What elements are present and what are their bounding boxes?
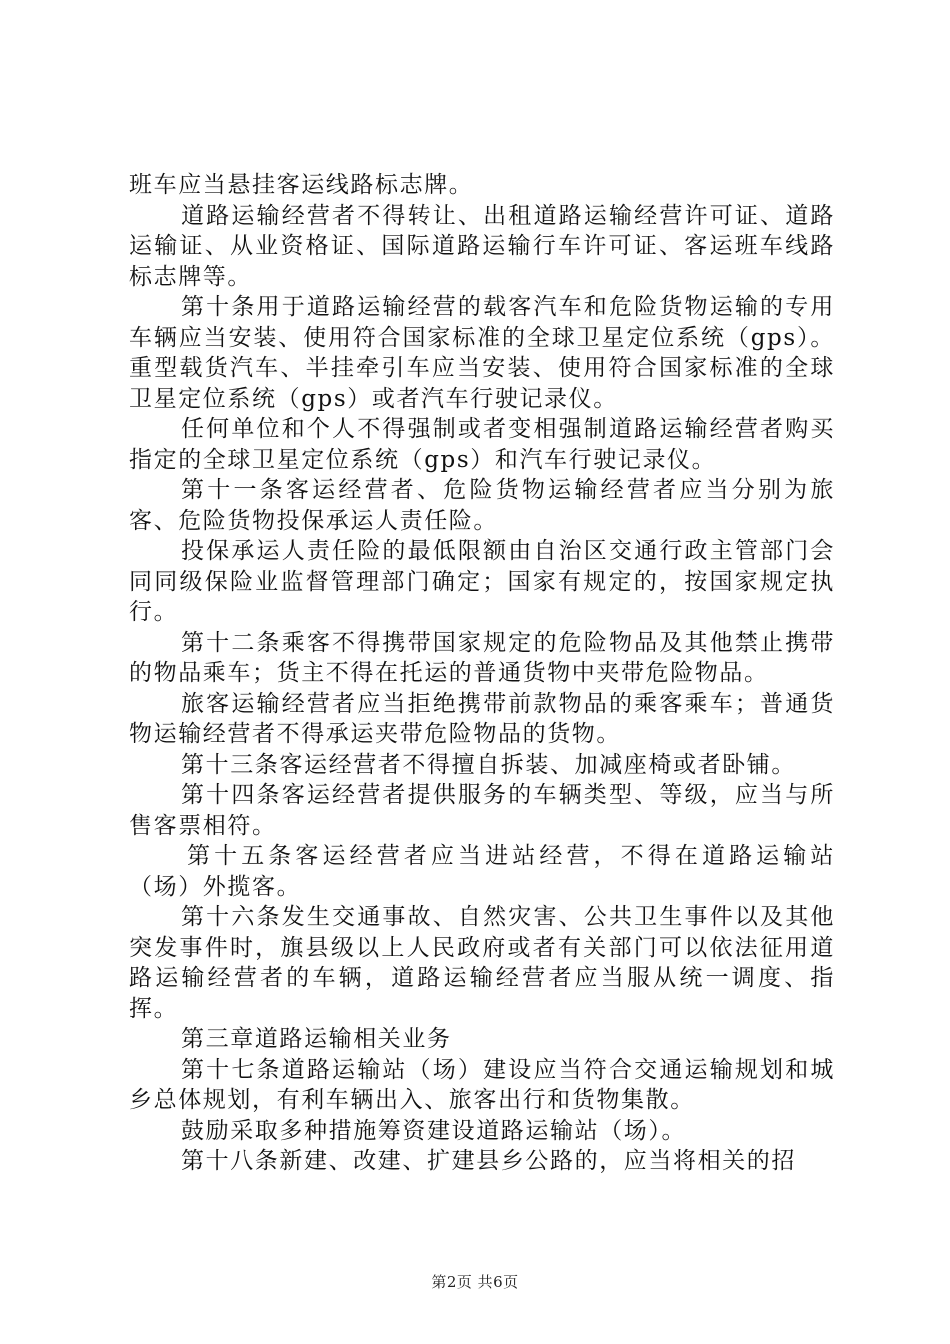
paragraph-4: 任何单位和个人不得强制或者变相强制道路运输经营者购买指定的全球卫星定位系统（gps）和汽车行驶记录仪。 [129, 416, 835, 473]
paragraph-8: 旅客运输经营者应当拒绝携带前款物品的乘客乘车；普通货物运输经营者不得承运夹带危险物品的货物。 [129, 690, 835, 747]
paragraph-14: 鼓励采取多种措施筹资建设道路运输站（场）。 [181, 1117, 687, 1144]
paragraph-2: 道路运输经营者不得转让、出租道路运输经营许可证、道路运输证、从业资格证、国际道路运输行车许可证、客运班车线路标志牌等。 [129, 202, 835, 290]
paragraph-1: 班车应当悬挂客运线路标志牌。 [129, 172, 474, 198]
document-body [129, 170, 835, 1177]
paragraph-3: 第十条用于道路运输经营的载客汽车和危险货物运输的专用车辆应当安装、使用符合国家标准的全球卫星定位系统（gps）。重型载货汽车、半挂牵引车应当安装、使用符合国家标准的全球卫星定位系统（gps）或者汽车行驶记录仪。 [129, 294, 835, 412]
paragraph-9: 第十三条客运经营者不得擅自拆装、加减座椅或者卧铺。 [181, 751, 796, 778]
paragraph-11: 第十五条客运经营者应当进站经营，不得在道路运输站（场）外揽客。 [129, 843, 835, 900]
paragraph-6: 投保承运人责任险的最低限额由自治区交通行政主管部门会同同级保险业监督管理部门确定；国家有规定的，按国家规定执行。 [129, 538, 835, 625]
paragraph-10: 第十四条客运经营者提供服务的车辆类型、等级，应当与所售客票相符。 [129, 782, 835, 839]
paragraph-15: 第十八条新建、改建、扩建县乡公路的，应当将相关的招 [181, 1148, 796, 1174]
paragraph-7: 第十二条乘客不得携带国家规定的危险物品及其他禁止携带的物品乘车；货主不得在托运的普通货物中夹带危险物品。 [129, 629, 835, 686]
paragraph-12: 第十六条发生交通事故、自然灾害、公共卫生事件以及其他突发事件时，旗县级以上人民政府或者有关部门可以依法征用道路运输经营者的车辆，道路运输经营者应当服从统一调度、指挥。 [129, 904, 835, 1022]
paragraph-13: 第十七条道路运输站（场）建设应当符合交通运输规划和城乡总体规划，有利车辆出入、旅客出行和货物集散。 [129, 1056, 835, 1113]
page-number-footer: 第2页 共6页 [431, 1273, 519, 1291]
chapter-heading: 第三章道路运输相关业务 [181, 1026, 452, 1052]
paragraph-5: 第十一条客运经营者、危险货物运输经营者应当分别为旅客、危险货物投保承运人责任险。 [129, 477, 835, 534]
